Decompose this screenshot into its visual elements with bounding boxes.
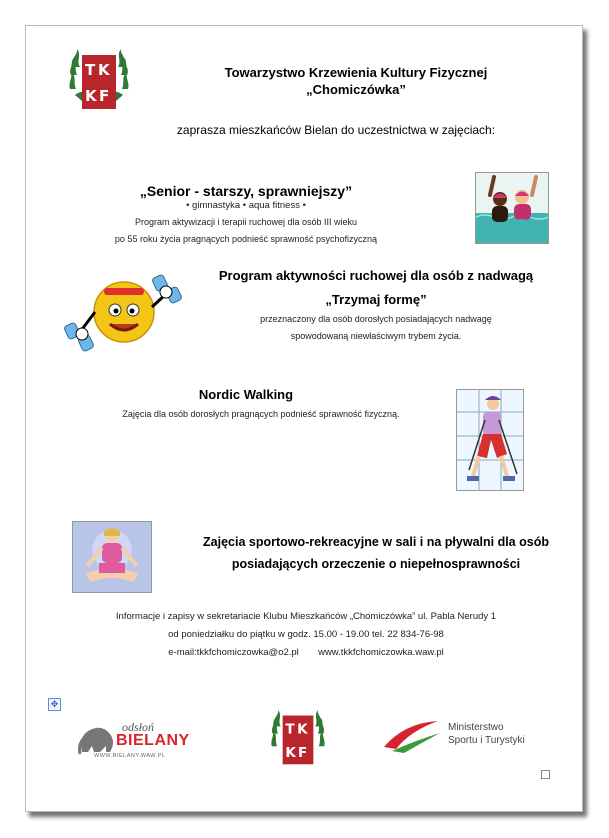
disabled-title-line1: Zajęcia sportowo-rekreacyjne w sali i na pływalni dla osób xyxy=(203,535,549,549)
ministry-logo xyxy=(380,717,560,757)
smiley-dumbbells-image xyxy=(62,262,186,354)
info-line1: Informacje i zapisy w sekretariacie Klubu Mieszkańców „Chomiczówka” ul. Pabla Nerudy 1 xyxy=(115,611,497,622)
ministry-line1: Ministerstwo xyxy=(448,722,504,733)
org-name-line1: Towarzystwo Krzewienia Kultury Fizycznej xyxy=(224,65,488,80)
org-name xyxy=(146,64,566,98)
bielany-url: WWW.BIELANY.WAW.PL xyxy=(94,753,166,759)
svg-text:F: F xyxy=(99,87,110,105)
senior-description xyxy=(66,214,426,248)
nordic-title: Nordic Walking xyxy=(198,387,294,402)
disabled-title xyxy=(186,531,566,575)
svg-text:T: T xyxy=(85,61,96,79)
senior-title: „Senior - starszy, sprawniejszy” xyxy=(139,183,353,199)
org-name-line2: „Chomiczówka” xyxy=(306,82,406,97)
nordic-description: Zajęcia dla osób dorosłych pragnących podnieść sprawność fizyczną. xyxy=(122,409,400,419)
svg-text:K: K xyxy=(297,721,308,738)
senior-activities: • gimnastyka • aqua fitness • xyxy=(186,200,306,211)
table-move-handle-icon[interactable]: ✥ xyxy=(48,698,61,711)
svg-text:K: K xyxy=(98,61,110,79)
contact-email[interactable]: e-mail:tkkfchomiczowka@o2.pl xyxy=(168,647,299,658)
overweight-title: Program aktywności ruchowej dla osób z nadwagą xyxy=(218,268,534,283)
bielany-small-text: odsłoń xyxy=(122,720,155,734)
svg-text:T: T xyxy=(285,721,295,738)
senior-desc-line1: Program aktywizacji i terapii ruchowej dla osób III wieku xyxy=(134,217,358,227)
contact-website[interactable]: www.tkkfchomiczowka.waw.pl xyxy=(318,647,444,658)
svg-text:K: K xyxy=(85,87,97,105)
svg-text:F: F xyxy=(298,745,308,762)
nordic-walking-image xyxy=(456,389,524,491)
document-page xyxy=(25,25,583,812)
overweight-desc-line1: przeznaczony dla osób dorosłych posiadających nadwagę xyxy=(260,314,492,324)
senior-desc-line2: po 55 roku życia pragnących podnieść sprawność psychofizyczną xyxy=(114,234,378,244)
aqua-fitness-image xyxy=(475,172,549,244)
bielany-big-text: BIELANY xyxy=(116,732,190,749)
yoga-image xyxy=(72,521,152,593)
ministry-line2: Sportu i Turystyki xyxy=(448,735,525,746)
ministry-swoosh-icon xyxy=(380,717,442,753)
tkkf-logo-top xyxy=(68,49,130,113)
overweight-desc-line2: spowodowaną niewłaściwym trybem życia. xyxy=(290,331,462,341)
bielany-logo xyxy=(76,720,190,770)
info-line3 xyxy=(66,644,546,662)
table-resize-handle-icon[interactable] xyxy=(541,770,550,779)
tkkf-logo-bottom xyxy=(270,707,326,771)
info-line2: od poniedziałku do piątku w godz. 15.00 - 19.00 tel. 22 834-76-98 xyxy=(168,629,444,640)
contact-info xyxy=(66,608,546,662)
svg-text:K: K xyxy=(285,745,296,762)
ministry-name xyxy=(448,721,525,747)
invitation-text: zaprasza mieszkańców Bielan do uczestnictwa w zajęciach: xyxy=(176,123,496,137)
overweight-subtitle: „Trzymaj formę” xyxy=(325,292,427,307)
overweight-description xyxy=(196,311,556,345)
disabled-title-line2: posiadających orzeczenie o niepełnosprawności xyxy=(231,557,521,571)
